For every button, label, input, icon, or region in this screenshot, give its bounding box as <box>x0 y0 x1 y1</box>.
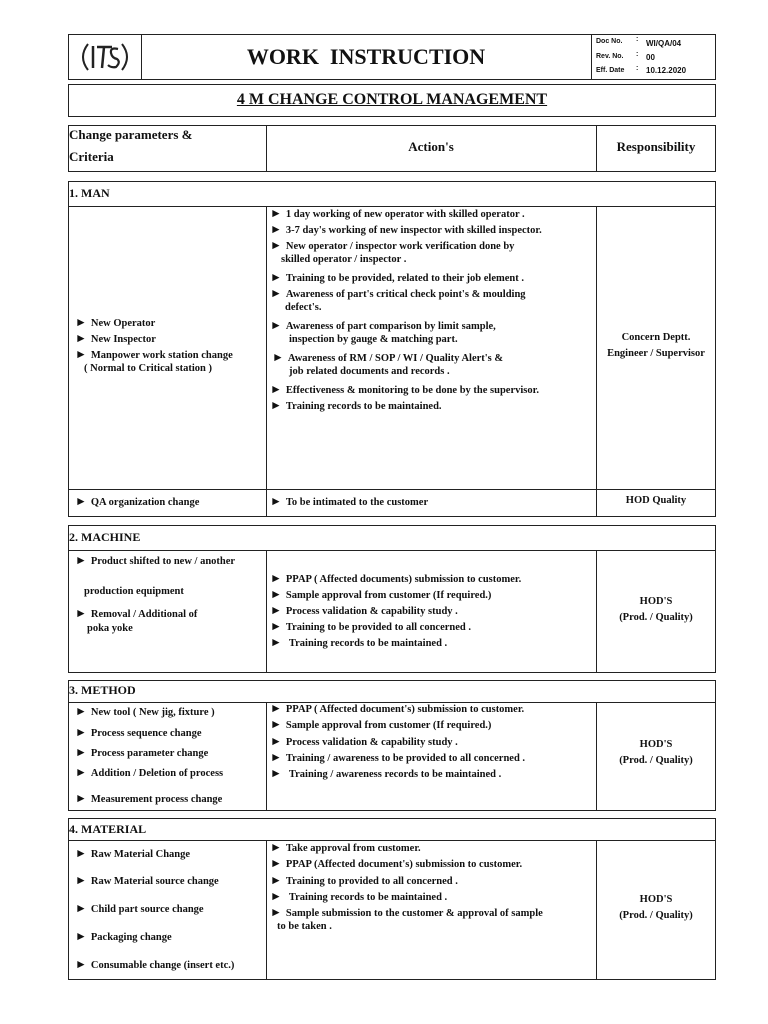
method-section-title: 3. METHOD <box>69 683 136 697</box>
machine-divider-1 <box>266 550 267 673</box>
arrow-icon: ► <box>270 873 282 887</box>
material-action-item: ► Training to provided to all concerned . <box>270 873 458 887</box>
man-divider-1 <box>266 206 267 517</box>
man-criteria-item: ► New Operator <box>75 315 156 329</box>
arrow-icon: ► <box>75 315 87 329</box>
actions-header: Action's <box>408 139 454 154</box>
material-criteria-item: ► Packaging change <box>75 929 172 943</box>
machine-criteria-item: ► Product shifted to new / another <box>75 553 236 567</box>
rev-no-label: Rev. No. <box>596 53 624 60</box>
responsibility-header: Responsibility <box>616 139 696 154</box>
arrow-icon: ► <box>75 791 87 805</box>
machine-criteria-item: poka yoke <box>87 623 133 634</box>
arrow-icon: ► <box>270 494 282 508</box>
man-action-item: ► Training to be provided, related to their job element . <box>270 270 524 284</box>
material-action-item: ► Training records to be maintained . <box>270 889 448 903</box>
arrow-icon: ► <box>75 606 87 620</box>
man-action-item: ► Awareness of RM / SOP / WI / Quality Alert's & <box>272 350 504 364</box>
machine-responsibility-line1: HOD'S <box>639 596 673 607</box>
material-action-item: to be taken . <box>277 921 332 932</box>
arrow-icon: ► <box>270 635 282 649</box>
arrow-icon: ► <box>270 382 282 396</box>
rev-no-value: 00 <box>646 53 655 62</box>
arrow-icon: ► <box>270 766 282 780</box>
arrow-icon: ► <box>270 734 282 748</box>
machine-title-divider <box>68 550 716 551</box>
arrow-icon: ► <box>75 745 87 759</box>
material-criteria-item: ► Consumable change (insert etc.) <box>75 957 235 971</box>
man-action-item: job related documents and records . <box>289 366 450 377</box>
method-action-item: ► Sample approval from customer (If required.) <box>270 717 492 731</box>
arrow-icon: ► <box>270 270 282 284</box>
eff-date-colon: : <box>636 65 639 72</box>
man-criteria-item: ► Manpower work station change <box>75 347 233 361</box>
method-action-item: ► Process validation & capability study . <box>270 734 458 748</box>
machine-responsibility-line2: (Prod. / Quality) <box>619 612 693 623</box>
man-action-item: ► Training records to be maintained. <box>270 398 442 412</box>
material-action-item: ► Sample submission to the customer & approval of sample <box>270 905 543 919</box>
machine-action-item: ► Sample approval from customer (If required.) <box>270 587 492 601</box>
man-action-item: inspection by gauge & matching part. <box>289 334 458 345</box>
man-action-item: ► 3-7 day's working of new inspector with skilled inspector. <box>270 222 542 236</box>
header-divider-2 <box>591 34 592 80</box>
machine-action-item: ► Training to be provided to all concerned . <box>270 619 472 633</box>
method-criteria-item: ► New tool ( New jig, fixture ) <box>75 704 215 718</box>
arrow-icon: ► <box>270 905 282 919</box>
man-section-title: 1. MAN <box>69 186 110 200</box>
material-action-item: ► Take approval from customer. <box>270 840 421 854</box>
method-action-item: ► Training / awareness to be provided to all concerned . <box>270 750 526 764</box>
method-action-item: ► Training / awareness records to be maintained . <box>270 766 502 780</box>
man-action-item: ► 1 day working of new operator with skilled operator . <box>270 206 525 220</box>
arrow-icon: ► <box>270 619 282 633</box>
arrow-icon: ► <box>270 750 282 764</box>
man-criteria-item: ► New Inspector <box>75 331 156 345</box>
arrow-icon: ► <box>270 318 282 332</box>
doc-no-label: Doc No. <box>596 38 623 45</box>
arrow-icon: ► <box>75 704 87 718</box>
arrow-icon: ► <box>270 701 282 715</box>
arrow-icon: ► <box>75 725 87 739</box>
qa-responsibility: HOD Quality <box>625 495 687 506</box>
arrow-icon: ► <box>75 347 87 361</box>
arrow-icon: ► <box>270 840 282 854</box>
man-responsibility-line2: Engineer / Supervisor <box>607 348 705 359</box>
man-divider-2 <box>596 206 597 517</box>
arrow-icon: ► <box>75 846 87 860</box>
doc-no-value: WI/QA/04 <box>646 39 682 48</box>
arrow-icon: ► <box>75 901 87 915</box>
material-divider-1 <box>266 840 267 980</box>
material-responsibility-line1: HOD'S <box>639 894 673 905</box>
arrow-icon: ► <box>270 238 282 252</box>
document-title: WORK INSTRUCTION <box>246 44 486 69</box>
method-divider-1 <box>266 702 267 811</box>
arrow-icon: ► <box>270 856 282 870</box>
arrow-icon: ► <box>270 587 282 601</box>
arrow-icon: ► <box>270 222 282 236</box>
criteria-header-line2: Criteria <box>69 149 114 164</box>
method-criteria-item: ► Process sequence change <box>75 725 202 739</box>
qa-action-item: ► To be intimated to the customer <box>270 494 429 508</box>
man-action-item: ► Awareness of part comparison by limit sample, <box>270 318 496 332</box>
qa-criteria-item: ► QA organization change <box>75 494 200 508</box>
method-criteria-item: ► Process parameter change <box>75 745 209 759</box>
arrow-icon: ► <box>272 350 284 364</box>
arrow-icon: ► <box>75 765 87 779</box>
arrow-icon: ► <box>75 957 87 971</box>
machine-action-item: ► PPAP ( Affected documents) submission to customer. <box>270 571 522 585</box>
material-criteria-item: ► Raw Material Change <box>75 846 191 860</box>
machine-criteria-item: ► Removal / Additional of <box>75 606 198 620</box>
machine-criteria-item: production equipment <box>84 586 184 597</box>
man-action-item: ► Effectiveness & monitoring to be done by the supervisor. <box>270 382 539 396</box>
arrow-icon: ► <box>75 929 87 943</box>
machine-action-item: ► Training records to be maintained . <box>270 635 448 649</box>
arrow-icon: ► <box>75 873 87 887</box>
arrow-icon: ► <box>75 494 87 508</box>
arrow-icon: ► <box>270 889 282 903</box>
eff-date-value: 10.12.2020 <box>646 66 687 75</box>
subtitle: 4 M CHANGE CONTROL MANAGEMENT <box>236 91 548 108</box>
man-action-item: ► Awareness of part's critical check point's & moulding <box>270 286 526 300</box>
method-criteria-item: ► Addition / Deletion of process <box>75 765 224 779</box>
material-criteria-item: ► Raw Material source change <box>75 873 219 887</box>
arrow-icon: ► <box>270 717 282 731</box>
machine-section-title: 2. MACHINE <box>69 530 141 544</box>
machine-action-item: ► Process validation & capability study . <box>270 603 458 617</box>
arrow-icon: ► <box>270 206 282 220</box>
arrow-icon: ► <box>270 603 282 617</box>
material-section-title: 4. MATERIAL <box>69 822 147 836</box>
criteria-header-line1: Change parameters & <box>69 127 193 142</box>
man-action-item: skilled operator / inspector . <box>281 254 407 265</box>
method-action-item: ► PPAP ( Affected document's) submission to customer. <box>270 701 525 715</box>
method-criteria-item: ► Measurement process change <box>75 791 223 805</box>
man-criteria-item: ( Normal to Critical station ) <box>84 363 213 374</box>
arrow-icon: ► <box>270 286 282 300</box>
rev-no-colon: : <box>636 51 639 58</box>
doc-no-colon: : <box>636 36 639 43</box>
arrow-icon: ► <box>75 553 87 567</box>
eff-date-label: Eff. Date <box>596 67 625 74</box>
arrow-icon: ► <box>270 571 282 585</box>
material-responsibility-line2: (Prod. / Quality) <box>619 910 693 921</box>
company-logo <box>72 38 138 76</box>
man-qa-divider <box>68 489 716 490</box>
material-criteria-item: ► Child part source change <box>75 901 204 915</box>
method-responsibility-line2: (Prod. / Quality) <box>619 755 693 766</box>
man-action-item: defect's. <box>285 302 322 313</box>
man-responsibility-line1: Concern Deptt. <box>621 332 691 343</box>
arrow-icon: ► <box>270 398 282 412</box>
material-action-item: ► PPAP (Affected document's) submission to customer. <box>270 856 523 870</box>
method-responsibility-line1: HOD'S <box>639 739 673 750</box>
arrow-icon: ► <box>75 331 87 345</box>
man-action-item: ► New operator / inspector work verification done by <box>270 238 515 252</box>
